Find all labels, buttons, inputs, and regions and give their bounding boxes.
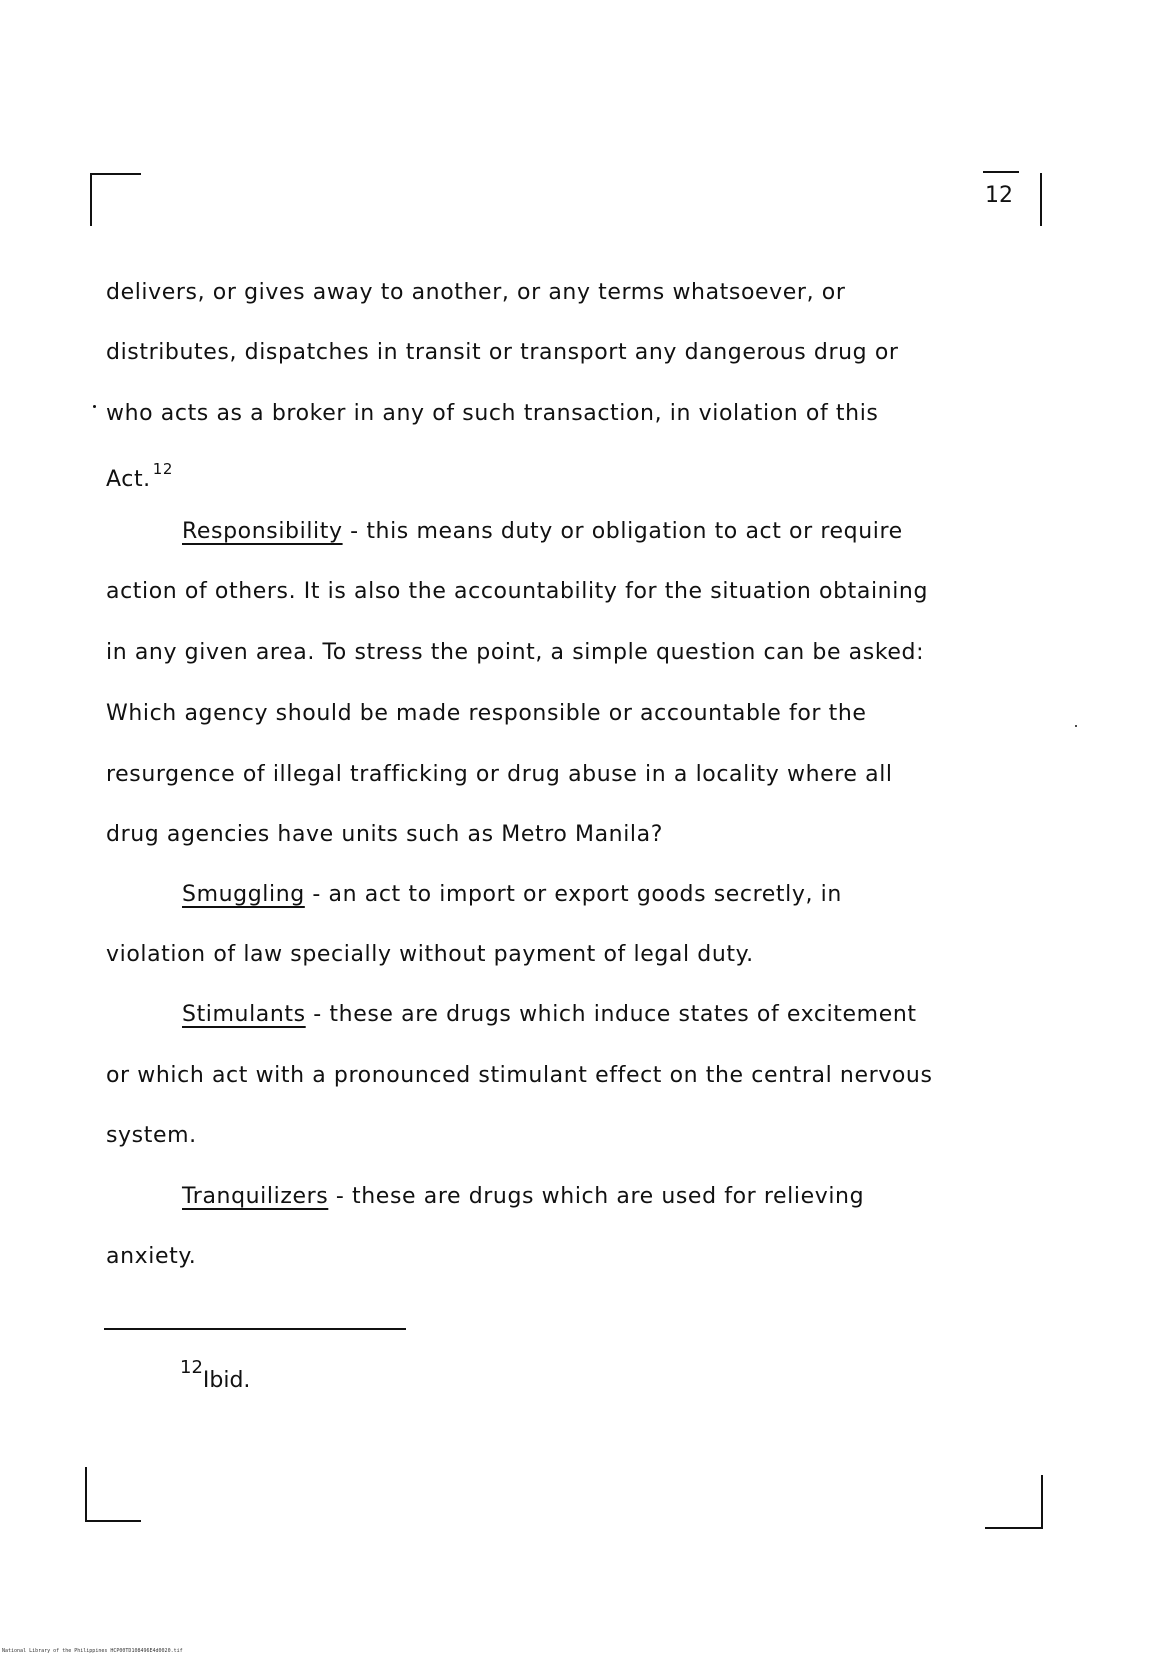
scan-speck xyxy=(1075,725,1077,727)
line-text: Act. xyxy=(106,467,151,492)
line-text: anxiety. xyxy=(106,1244,197,1269)
footnote xyxy=(180,1357,250,1393)
footnote-reference: 12 xyxy=(152,460,174,478)
crop-mark-bottom-right-vertical xyxy=(1041,1475,1043,1528)
line-text: distributes, dispatches in transit or transport any dangerous drug or xyxy=(106,340,899,365)
definition-line xyxy=(182,1002,917,1027)
line-text: delivers, or gives away to another, or any terms whatsoever, or xyxy=(106,280,846,305)
footnote-number: 12 xyxy=(180,1357,203,1378)
defined-term: Responsibility xyxy=(182,519,343,544)
scan-footer: National Library of the Philippines HCP00TD108496E4d0020.tif xyxy=(2,1648,183,1654)
definition-text: - these are drugs which are used for relieving xyxy=(328,1184,865,1209)
body-line xyxy=(106,942,754,967)
body-line xyxy=(106,401,878,426)
body-line xyxy=(106,822,663,847)
defined-term: Tranquilizers xyxy=(182,1184,329,1209)
body-line xyxy=(106,340,899,365)
definition-text: - these are drugs which induce states of excitement xyxy=(305,1002,917,1027)
definition-line xyxy=(182,1184,864,1209)
line-text: who acts as a broker in any of such transaction, in violation of this xyxy=(106,401,879,426)
body-line xyxy=(106,701,867,726)
crop-mark-top-left-horizontal xyxy=(90,173,141,175)
definition-line xyxy=(182,519,903,544)
line-text: resurgence of illegal trafficking or drug abuse in a locality where all xyxy=(106,762,893,787)
line-text: in any given area. To stress the point, a simple question can be asked: xyxy=(106,640,925,665)
line-text: violation of law specially without payment of legal duty. xyxy=(106,942,754,967)
line-text: action of others. It is also the accountability for the situation obtaining xyxy=(106,579,929,604)
defined-term: Smuggling xyxy=(182,882,305,907)
definition-text: - this means duty or obligation to act or require xyxy=(342,519,903,544)
crop-mark-bottom-left-horizontal xyxy=(85,1520,141,1522)
line-text: Which agency should be made responsible or accountable for the xyxy=(106,701,867,726)
body-line xyxy=(106,1123,197,1148)
footnote-separator xyxy=(104,1328,406,1330)
scan-speck xyxy=(93,405,96,408)
line-text: drug agencies have units such as Metro Manila? xyxy=(106,822,664,847)
line-text: system. xyxy=(106,1123,197,1148)
crop-mark-bottom-right-horizontal xyxy=(985,1527,1043,1529)
body-line xyxy=(106,762,893,787)
crop-mark-top-left-vertical xyxy=(90,173,92,226)
defined-term: Stimulants xyxy=(182,1002,306,1027)
crop-mark-top-right-horizontal xyxy=(983,171,1019,173)
body-line xyxy=(106,460,173,492)
body-line xyxy=(106,579,928,604)
body-line xyxy=(106,640,924,665)
body-line xyxy=(106,1063,933,1088)
definition-text: - an act to import or export goods secretly, in xyxy=(304,882,842,907)
body-line xyxy=(106,1244,196,1269)
line-text: or which act with a pronounced stimulant effect on the central nervous xyxy=(106,1063,933,1088)
footnote-text: Ibid. xyxy=(202,1368,251,1393)
page-number: 12 xyxy=(985,183,1013,208)
body-line xyxy=(106,280,845,305)
definition-line xyxy=(182,882,842,907)
crop-mark-bottom-left-vertical xyxy=(85,1467,87,1521)
crop-mark-top-right-vertical xyxy=(1040,173,1042,226)
